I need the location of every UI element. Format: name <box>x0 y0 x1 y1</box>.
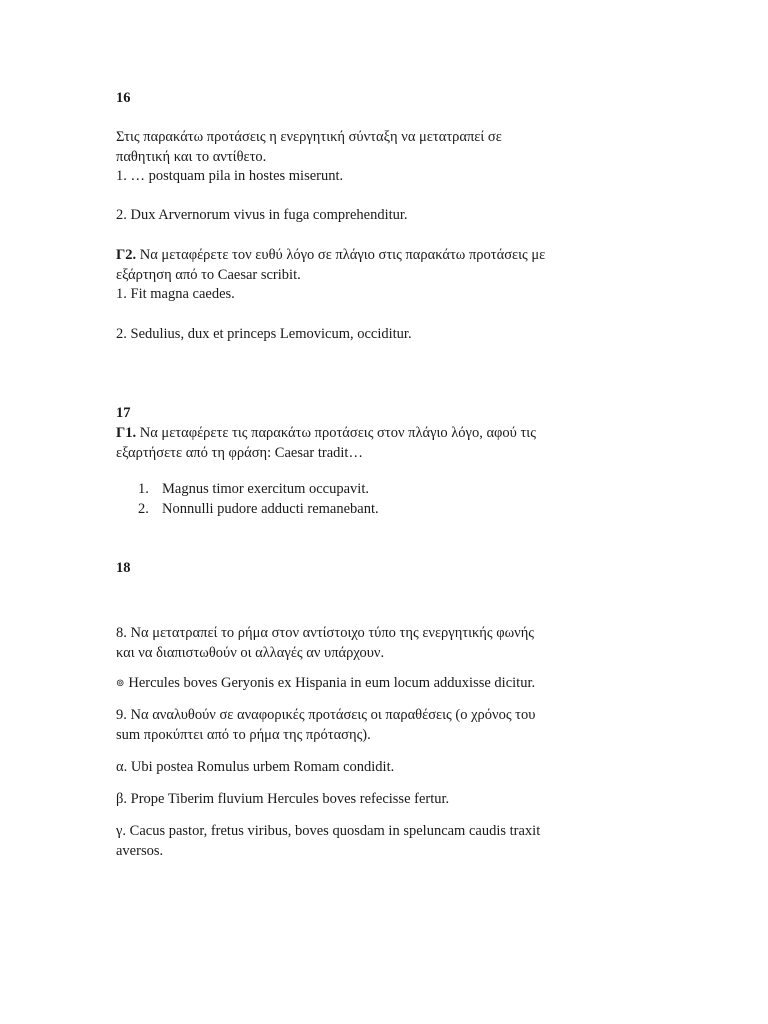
instruction-line: sum προκύπτει από το ρήμα της πρότασης). <box>116 726 371 743</box>
section-17-g1-instruction <box>116 424 656 463</box>
sub-item-gamma <box>116 822 656 861</box>
exercise-item: 1. Fit magna caedes. <box>116 286 235 302</box>
instruction-line: και να διαπιστωθούν οι αλλαγές αν υπάρχουν. <box>116 644 385 661</box>
list-index: 2. <box>138 500 149 517</box>
list-item <box>116 480 656 500</box>
section-17-number: 17 <box>116 405 131 421</box>
instruction-line: 9. Να αναλυθούν σε αναφορικές προτάσεις οι παραθέσεις (ο χρόνος του <box>116 707 536 723</box>
list-text: Nonnulli pudore adducti remanebant. <box>162 500 379 517</box>
exercise-item: 1. … postquam pila in hostes miserunt. <box>116 168 344 184</box>
list-item <box>116 500 656 520</box>
sub-item-line: aversos. <box>116 842 164 859</box>
instruction-text: Να μεταφέρετε τον ευθύ λόγο σε πλάγιο στις παρακάτω προτάσεις με <box>136 247 546 263</box>
bullet-icon: ⊚ <box>116 678 125 689</box>
instruction-line: εξαρτήσετε από τη φράση: Caesar tradit… <box>116 444 363 461</box>
instruction-line: παθητική και το αντίθετο. <box>116 148 267 165</box>
question-8-sentence <box>116 674 656 695</box>
question-label: Γ1. <box>116 425 137 441</box>
question-label: Γ2. <box>116 247 137 263</box>
section-18-number: 18 <box>116 560 131 576</box>
list-text: Magnus timor exercitum occupavit. <box>162 481 369 497</box>
exercise-item: 2. Dux Arvernorum vivus in fuga comprehenditur. <box>116 207 408 223</box>
section-16-number: 16 <box>116 90 131 106</box>
sub-item-beta: β. Prope Tiberim fluvium Hercules boves refecisse fertur. <box>116 791 450 807</box>
question-8 <box>116 624 656 663</box>
section-17-list <box>116 480 656 519</box>
sub-item-alpha: α. Ubi postea Romulus urbem Romam condidit. <box>116 759 395 775</box>
list-index: 1. <box>138 481 149 497</box>
exercise-item: 2. Sedulius, dux et princeps Lemovicum, occiditur. <box>116 326 412 342</box>
instruction-line: 8. Να μετατραπεί το ρήμα στον αντίστοιχο τύπο της ενεργητικής φωνής <box>116 625 535 641</box>
latin-sentence: Hercules boves Geryonis ex Hispania in eum locum adduxisse dicitur. <box>128 675 536 691</box>
question-9 <box>116 706 656 745</box>
instruction-line: Στις παρακάτω προτάσεις η ενεργητική σύνταξη να μετατραπεί σε <box>116 129 502 145</box>
instruction-text: Να μεταφέρετε τις παρακάτω προτάσεις στον πλάγιο λόγο, αφού τις <box>136 425 536 441</box>
instruction-line <box>116 246 656 266</box>
section-16-g2-instruction <box>116 246 656 305</box>
sub-item-line: γ. Cacus pastor, fretus viribus, boves quosdam in speluncam caudis traxit <box>116 823 541 839</box>
instruction-line <box>116 424 656 444</box>
instruction-line: εξάρτηση από το Caesar scribit. <box>116 266 301 283</box>
section-16-instruction <box>116 128 656 187</box>
